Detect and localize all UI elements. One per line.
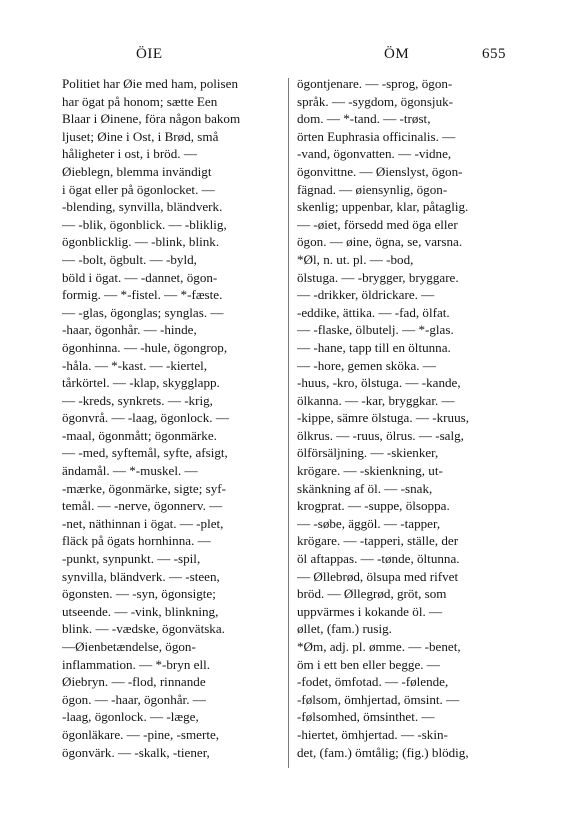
text-line: -følsomhed, ömsinthet. — (297, 709, 435, 725)
text-line: — Øllebrød, ölsupa med rifvet (297, 568, 459, 584)
text-line: -net, näthinnan i ögat. — -plet, (62, 515, 224, 531)
text-line: tårkörtel. — -klap, skygglapp. (62, 375, 220, 391)
text-line: ögonvrå. — -laag, ögonlock. — (62, 410, 229, 426)
text-line: böld i ögat. — -dannet, ögon- (62, 269, 218, 285)
text-line: krogprat. — -suppe, ölsoppa. (297, 498, 450, 514)
text-line: dom. — *-tand. — -trøst, (297, 111, 431, 127)
column-divider (288, 78, 289, 768)
text-line: det, (fam.) ömtålig; (fig.) blödig, (297, 744, 469, 760)
text-line: — -drikker, öldrickare. — (297, 287, 435, 303)
text-line: -mærke, ögonmärke, sigte; syf- (62, 480, 226, 496)
text-line: örten Euphrasia officinalis. — (297, 128, 456, 144)
text-line: har ögat på honom; sætte Een (62, 93, 218, 109)
text-line: Politiet har Øie med ham, polisen (62, 76, 239, 91)
text-line: ögonvärk. — -skalk, -tiener, (62, 744, 210, 760)
text-line: -blending, synvilla, bländverk. (62, 199, 223, 215)
text-line: -følsom, ömhjertad, ömsint. — (297, 691, 460, 707)
text-line: -hiertet, ömhjertad. — -skin- (297, 726, 448, 742)
text-line: *Øm, adj. pl. ømme. — -benet, (297, 639, 461, 654)
text-line: utseende. — -vink, blinkning, (62, 603, 219, 619)
text-line: uppvärmes i kokande öl. — (297, 603, 443, 619)
text-line: krögare. — -tapperi, ställe, der (297, 533, 459, 549)
text-line: øllet, (fam.) rusig. (297, 621, 392, 637)
text-line: -laag, ögonlock. — -læge, (62, 709, 199, 725)
text-line: ögonblicklig. — -blink, blink. (62, 234, 220, 250)
text-line: -håla. — *-kast. — -kiertel, (62, 357, 208, 373)
text-line: — -flaske, ölbutelj. — *-glas. (297, 322, 454, 338)
text-line: — -med, syftemål, syfte, afsigt, (62, 445, 228, 461)
text-line: håligheter i ost, i bröd. — (62, 146, 197, 162)
text-line: bröd. — Øllegrød, gröt, som (297, 586, 447, 602)
text-line: — -søbe, äggöl. — -tapper, (297, 515, 441, 531)
text-line: ögonsten. — -syn, ögonsigte; (62, 586, 216, 602)
header-left-guideword: ÖIE (136, 46, 163, 62)
text-line: ölförsäljning. — -skienker, (297, 445, 439, 461)
text-line: ögonläkare. — -pine, -smerte, (62, 726, 220, 742)
text-line: Blaar i Øinene, föra någon bakom (62, 111, 241, 127)
text-line: skenlig; uppenbar, klar, påtaglig. (297, 199, 469, 215)
page-header (60, 46, 544, 66)
text-line: -kippe, sämre ölstuga. — -kruus, (297, 410, 470, 426)
text-line: inflammation. — *-bryn ell. (62, 656, 211, 672)
text-line: — -bolt, ögbult. — -byld, (62, 251, 197, 267)
text-line: ölkanna. — -kar, bryggkar. — (297, 392, 455, 408)
text-line: -maal, ögonmått; ögonmärke. (62, 427, 217, 443)
text-line: ölkrus. — -ruus, ölrus. — -salg, (297, 427, 464, 443)
text-line: Øieblegn, blemma invändigt (62, 163, 212, 179)
text-line: öl aftappas. — -tønde, öltunna. (297, 551, 460, 567)
text-line: ögonvittne. — Øienslyst, ögon- (297, 163, 463, 179)
text-line: — -øiet, försedd med öga eller (297, 216, 458, 232)
text-line: fläck på ögats hornhinna. — (62, 533, 211, 549)
text-line: ljuset; Øine i Ost, i Brød, små (62, 128, 219, 144)
text-line: —Øienbetændelse, ögon- (62, 639, 196, 654)
text-line: öm i ett ben eller begge. — (297, 656, 440, 672)
text-line: -huus, -kro, ölstuga. — -kande, (297, 375, 461, 391)
text-line: i ögat eller på ögonlocket. — (62, 181, 215, 197)
text-line: ögon. — -haar, ögonhår. — (62, 691, 206, 707)
text-line: ändamål. — *-muskel. — (62, 463, 198, 479)
text-line: -haar, ögonhår. — -hinde, (62, 322, 197, 338)
text-line: språk. — -sygdom, ögonsjuk- (297, 93, 454, 109)
text-line: -punkt, synpunkt. — -spil, (62, 551, 201, 567)
text-line: — -glas, ögonglas; synglas. — (62, 304, 224, 320)
text-line: -vand, ögonvatten. — -vidne, (297, 146, 452, 162)
text-line: ölstuga. — -brygger, bryggare. (297, 269, 459, 285)
page-number: 655 (482, 46, 506, 62)
text-line: *Øl, n. ut. pl. — -bod, (297, 251, 414, 267)
text-line: krögare. — -skienkning, ut- (297, 463, 443, 479)
text-line: formig. — *-fistel. — *-fæste. (62, 287, 223, 303)
text-line: ögonhinna. — -hule, ögongrop, (62, 339, 228, 355)
right-column (297, 75, 519, 761)
text-line: temål. — -nerve, ögonnerv. — (62, 498, 223, 514)
text-line: ögontjenare. — -sprog, ögon- (297, 76, 453, 91)
text-line: — -blik, ögonblick. — -bliklig, (62, 216, 227, 232)
text-line: synvilla, bländverk. — -steen, (62, 568, 220, 584)
text-line: -eddike, ättika. — -fad, ölfat. (297, 304, 450, 320)
header-right-guideword: ÖM (384, 46, 410, 62)
text-line: — -hane, tapp till en öltunna. (297, 339, 451, 355)
text-line: fägnad. — øiensynlig, ögon- (297, 181, 448, 197)
text-line: blink. — -vædske, ögonvätska. (62, 621, 225, 637)
text-line: ögon. — øine, ögna, se, varsna. (297, 234, 463, 250)
text-line: — -hore, gemen sköka. — (297, 357, 436, 373)
left-column (62, 75, 284, 761)
text-line: — -kreds, synkrets. — -krig, (62, 392, 213, 408)
text-line: skänkning af öl. — -snak, (297, 480, 433, 496)
text-line: Øiebryn. — -flod, rinnande (62, 674, 206, 690)
text-line: -fodet, ömfotad. — -følende, (297, 674, 449, 690)
